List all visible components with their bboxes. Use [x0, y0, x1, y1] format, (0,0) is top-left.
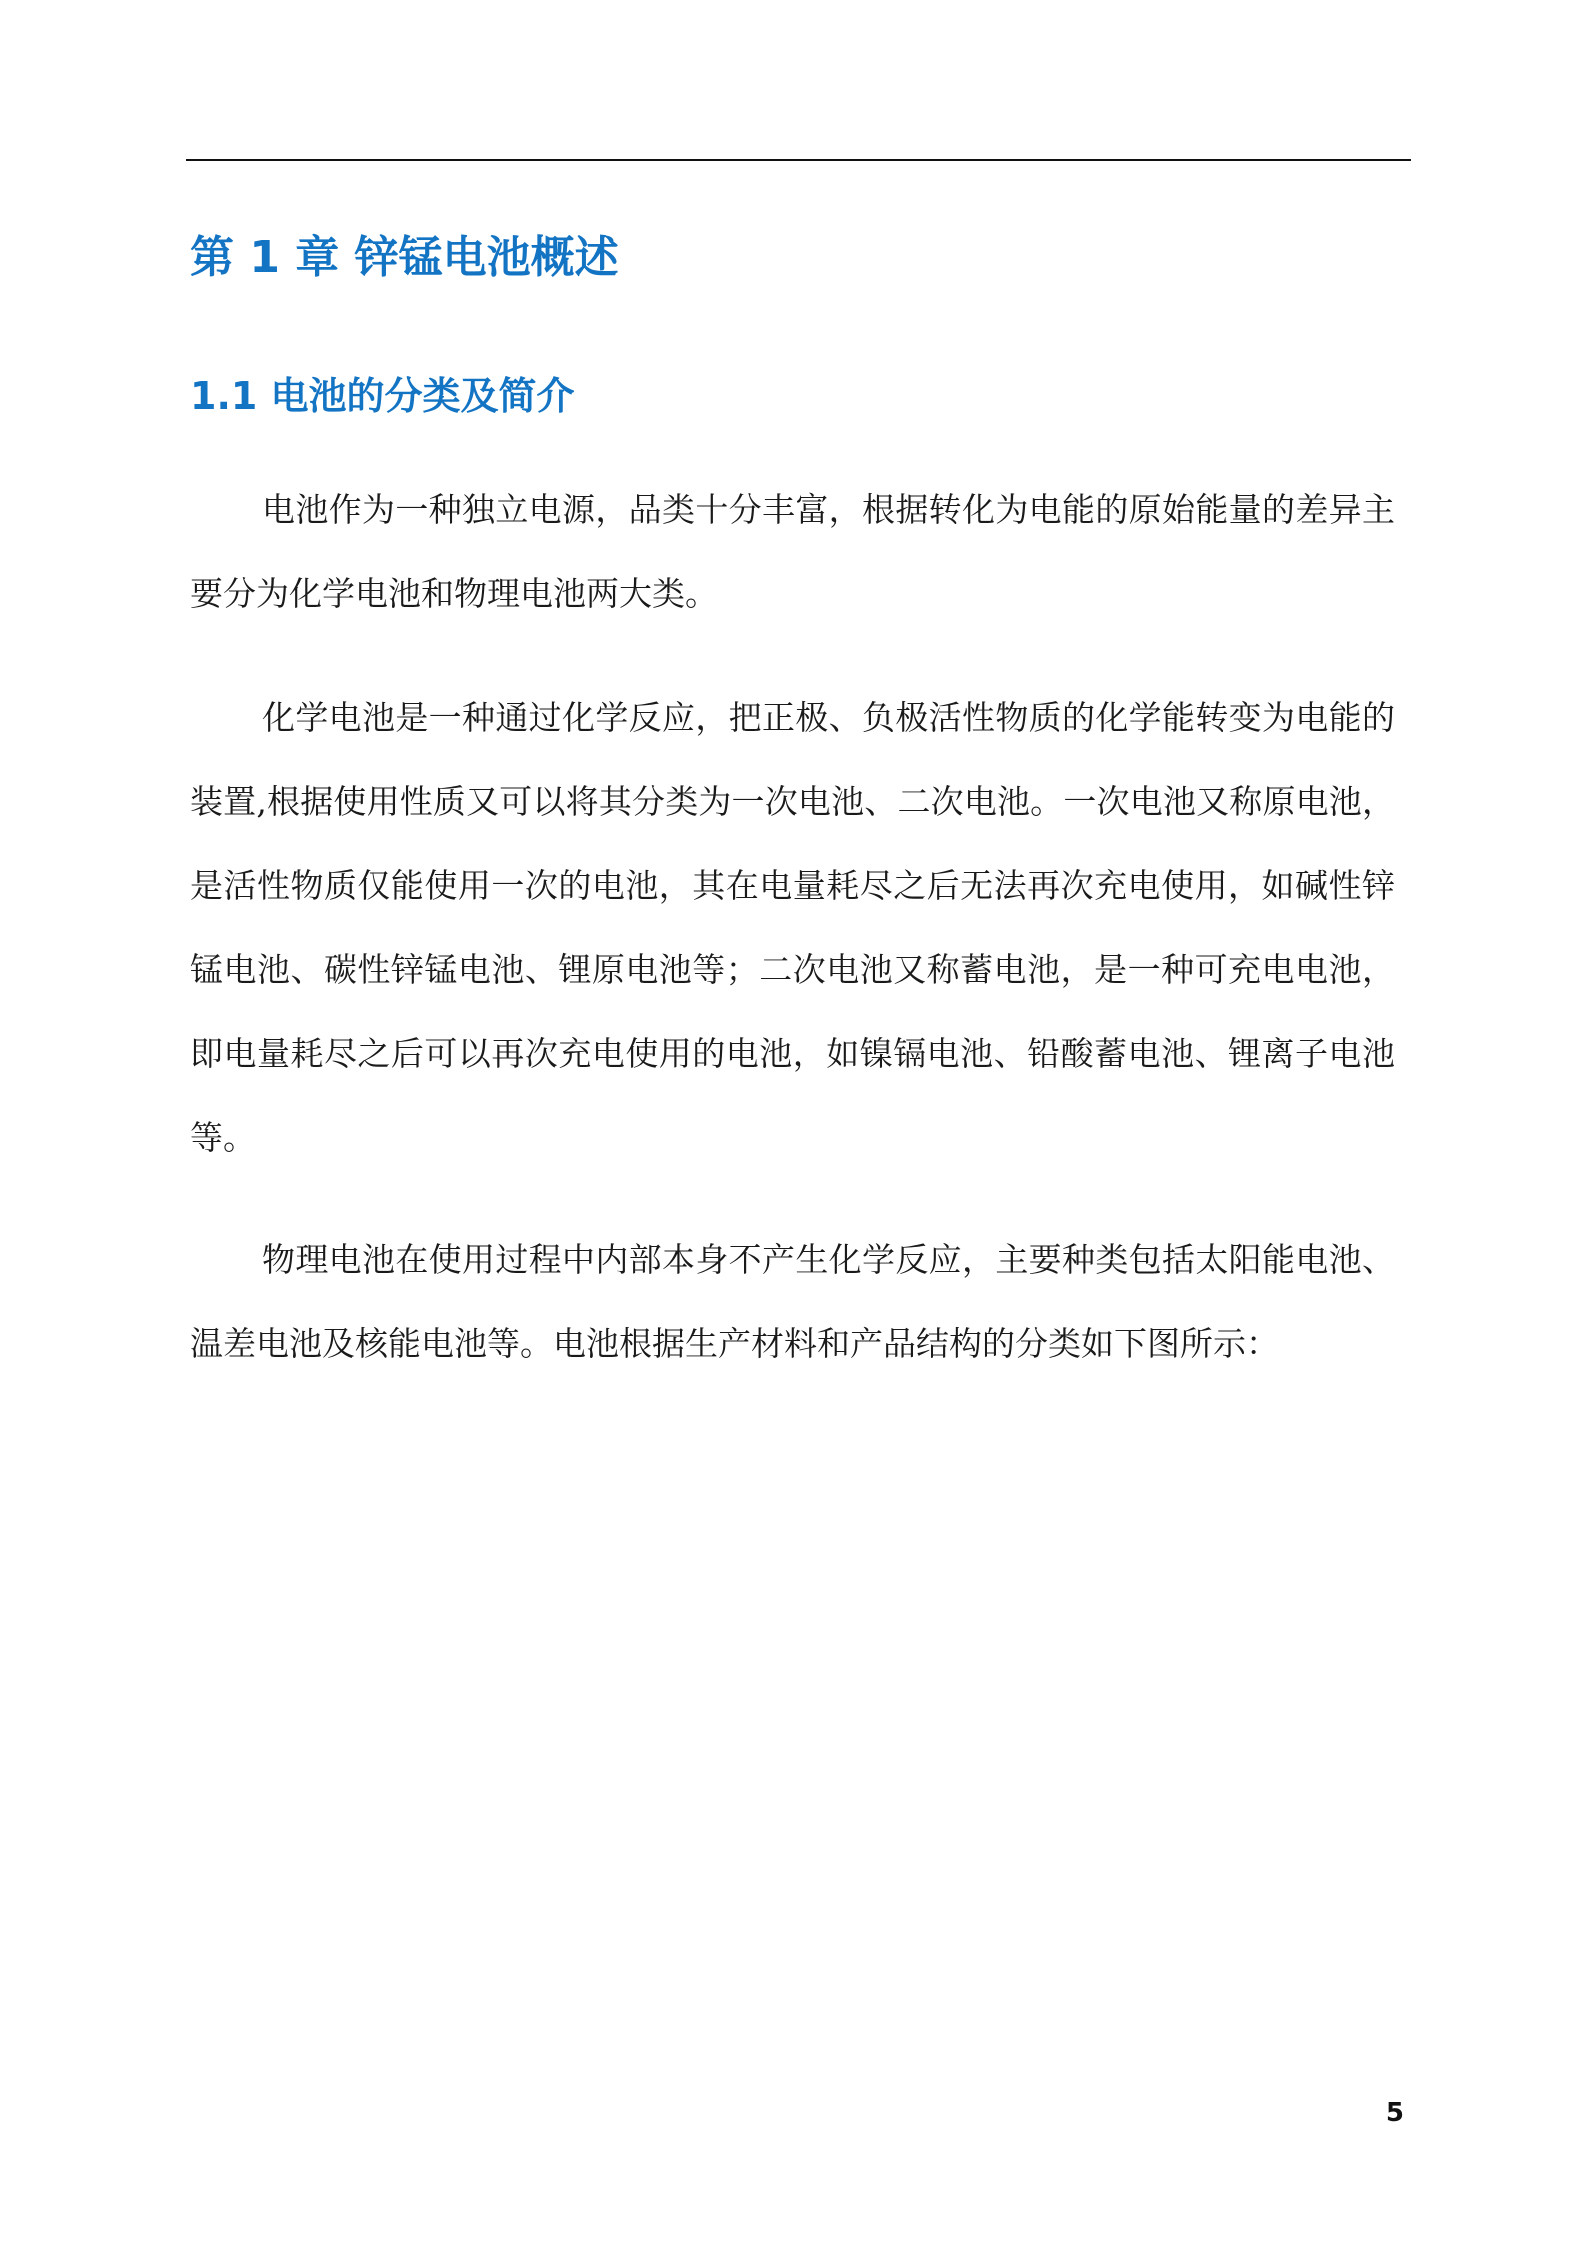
- paragraph-battery-overview: 电池作为一种独立电源，品类十分丰富，根据转化为电能的原始能量的差异主要分为化学电池和物理电池两大类。: [190, 490, 1395, 613]
- paragraph-physical-batteries: 物理电池在使用过程中内部本身不产生化学反应，主要种类包括太阳能电池、温差电池及核能电池等。电池根据生产材料和产品结构的分类如下图所示：: [190, 1240, 1395, 1363]
- page-number: 5: [1385, 2098, 1404, 2128]
- chapter-title: 第 1 章 锌锰电池概述: [190, 232, 619, 283]
- section-title: 1.1 电池的分类及简介: [190, 374, 575, 418]
- paragraph-chemical-batteries: 化学电池是一种通过化学反应，把正极、负极活性物质的化学能转变为电能的装置,根据使用性质又可以将其分类为一次电池、二次电池。一次电池又称原电池，是活性物质仅能使用一次的电池，其在电量耗尽之后无法再次充电使用，如碱性锌锰电池、碳性锌锰电池、锂原电池等；二次电池又称蓄电池，是一种可充电电池，即电量耗尽之后可以再次充电使用的电池，如镍镉电池、铅酸蓄电池、锂离子电池等。: [190, 698, 1395, 1157]
- header-rule: [186, 159, 1411, 161]
